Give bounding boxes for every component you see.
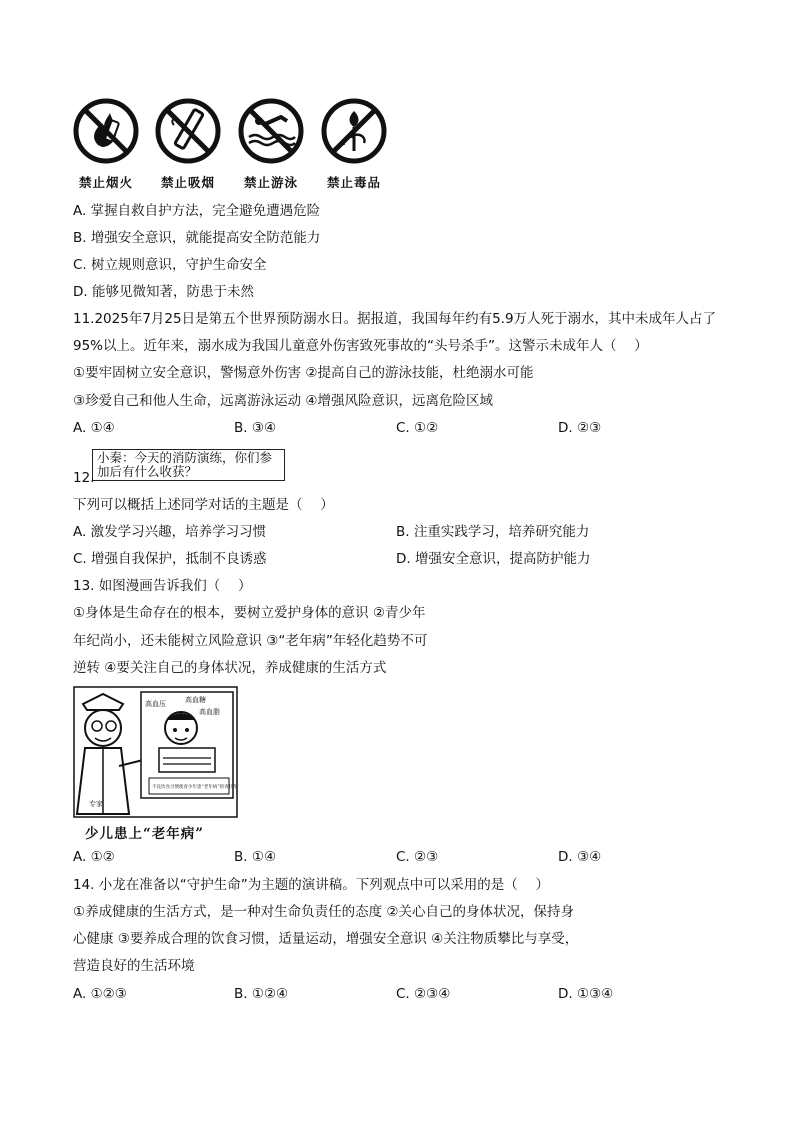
q11-stem-line2: 95%以上。近年来，溺水成为我国儿童意外伤害致死事故的“头号杀手”。这警示未成年人（ ） — [73, 338, 648, 354]
q13-choices-line2: 年纪尚小，还未能树立风险意识 ③“老年病”年轻化趋势不可 — [73, 633, 428, 649]
q14-option-d: D. ①③④ — [558, 986, 614, 1002]
q11-choices-line2: ③珍爱自己和他人生命，远离游泳运动 ④增强风险意识，远离危险区域 — [73, 393, 493, 409]
q11-option-d: D. ②③ — [558, 420, 602, 436]
q10-option-a: A. 掌握自救自护方法，完全避免遭遇危险 — [73, 203, 321, 219]
q12-option-b: B. 注重实践学习，培养研究能力 — [396, 524, 590, 540]
q11-choices-line1: ①要牢固树立安全意识，警惕意外伤害 ②提高自己的游泳技能，杜绝溺水可能 — [73, 365, 534, 381]
q12-number: 12. — [73, 470, 95, 486]
q14-option-b: B. ①②④ — [234, 986, 289, 1002]
q13-choices-line3: 逆转 ④要关注自己的身体状况，养成健康的生活方式 — [73, 660, 387, 676]
q14-choices-line2: 心健康 ③要养成合理的饮食习惯，适量运动，增强安全意识 ④关注物质攀比与享受， — [73, 931, 579, 947]
q12-option-a: A. 激发学习兴趣，培养学习习惯 — [73, 524, 267, 540]
q14-choices-line3: 营造良好的生活环境 — [73, 958, 195, 974]
sign-label: 禁止吸烟 — [160, 175, 215, 190]
sign-no-smoking — [152, 95, 224, 191]
q11-stem-line1: 11.2025年7月25日是第五个世界预防溺水日。据报道，我国每年约有5.9万人死于溺水，其中未成年人占了 — [73, 311, 717, 327]
sign-no-drugs — [318, 95, 390, 191]
q11-option-a: A. ①④ — [73, 420, 115, 436]
sign-no-swimming — [235, 95, 307, 191]
no-swimming-icon — [237, 95, 305, 167]
q12-stem: 下列可以概括上述同学对话的主题是（ ） — [73, 497, 334, 513]
sign-label: 禁止烟火 — [78, 175, 133, 190]
q11-option-c: C. ①② — [396, 420, 439, 436]
sign-no-fire — [70, 95, 142, 191]
safety-signs — [70, 95, 400, 195]
sign-label: 禁止毒品 — [326, 175, 381, 190]
q10-option-d: D. 能够见微知著，防患于未然 — [73, 284, 254, 300]
cartoon-illustration — [73, 686, 238, 842]
q10-option-c: C. 树立规则意识，守护生命安全 — [73, 257, 267, 273]
q13-choices-line1: ①身体是生命存在的根本，要树立爱护身体的意识 ②青少年 — [73, 605, 426, 621]
cartoon-label-hyperlipidemia: 高血脂 — [199, 708, 220, 716]
q10-option-b: B. 增强安全意识，就能提高安全防范能力 — [73, 230, 321, 246]
cartoon-label-hypertension: 高血压 — [145, 700, 166, 708]
q12-option-c: C. 增强自我保护，抵制不良诱惑 — [73, 551, 267, 567]
q14-option-c: C. ②③④ — [396, 986, 451, 1002]
cartoon-caption: 少儿患上“老年病” — [85, 822, 204, 842]
q14-choices-line1: ①养成健康的生活方式，是一种对生命负责任的态度 ②关心自己的身体状况，保持身 — [73, 904, 574, 920]
q14-stem: 14. 小龙在准备以“守护生命”为主题的演讲稿。下列观点中可以采用的是（ ） — [73, 877, 550, 893]
no-smoking-icon — [154, 95, 222, 167]
q11-option-b: B. ③④ — [234, 420, 277, 436]
cartoon-label-hyperglycemia: 高血糖 — [185, 696, 206, 704]
no-fire-icon — [72, 95, 140, 167]
sign-label: 禁止游泳 — [243, 175, 298, 190]
dialogue-bubble: 小秦：今天的消防演练，你们参加后有什么收获？ — [92, 449, 285, 481]
q13-option-a: A. ①② — [73, 849, 115, 865]
q12-option-d: D. 增强安全意识，提高防护能力 — [396, 551, 591, 567]
q14-option-a: A. ①②③ — [73, 986, 127, 1002]
q13-option-b: B. ①④ — [234, 849, 277, 865]
q13-option-d: D. ③④ — [558, 849, 602, 865]
q13-option-c: C. ②③ — [396, 849, 439, 865]
no-drugs-icon — [320, 95, 388, 167]
cartoon-note: 不良饮食习惯使青少年患“老年病”的青壮年 — [152, 785, 238, 790]
q13-stem: 13. 如图漫画告诉我们（ ） — [73, 578, 252, 594]
cartoon-label-expert: 专家 — [89, 800, 103, 808]
